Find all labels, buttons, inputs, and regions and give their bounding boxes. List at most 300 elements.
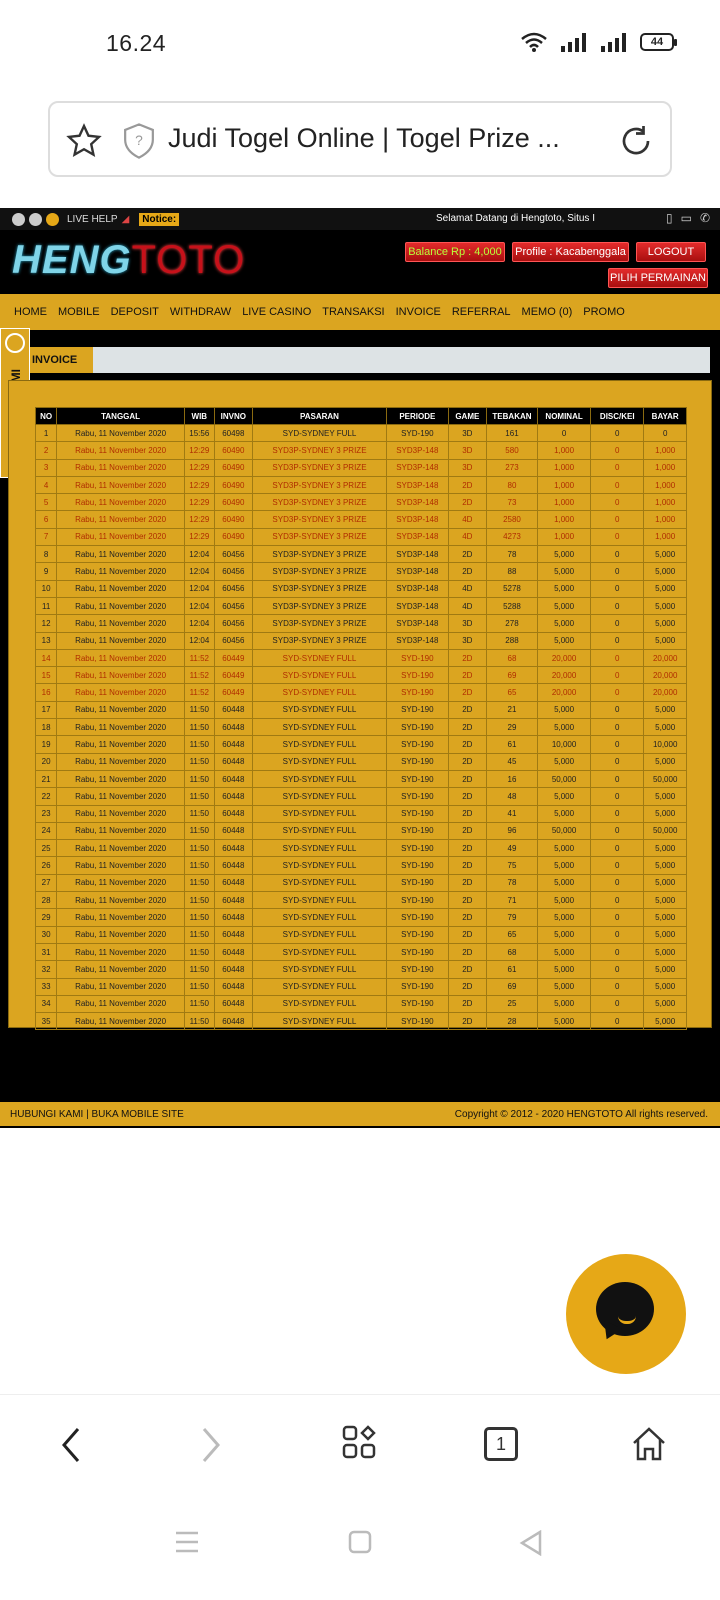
table-cell: 60448 (214, 753, 252, 770)
table-cell: 50,000 (538, 822, 591, 839)
home-square-icon[interactable] (348, 1530, 372, 1554)
table-cell: 5278 (486, 580, 537, 597)
table-cell: SYD-SYDNEY FULL (252, 995, 386, 1012)
table-cell: 2580 (486, 511, 537, 528)
table-cell: 2D (448, 857, 486, 874)
table-cell: SYD3P-148 (386, 494, 448, 511)
table-cell: SYD-SYDNEY FULL (252, 701, 386, 718)
table-cell: 12 (36, 615, 57, 632)
table-cell: SYD3P-SYDNEY 3 PRIZE (252, 494, 386, 511)
table-cell: SYD-190 (386, 770, 448, 787)
page-title[interactable]: Judi Togel Online | Togel Prize ... (168, 123, 560, 153)
signal-icon (560, 32, 588, 52)
table-cell: 21 (486, 701, 537, 718)
table-cell: 32 (36, 961, 57, 978)
table-cell: 21 (36, 770, 57, 787)
table-cell: 0 (591, 770, 644, 787)
table-cell: 5,000 (644, 719, 687, 736)
address-bar[interactable] (48, 101, 672, 177)
table-cell: 0 (591, 892, 644, 909)
table-cell: 60448 (214, 840, 252, 857)
table-cell: SYD-SYDNEY FULL (252, 978, 386, 995)
col-header-nominal: NOMINAL (538, 408, 591, 425)
table-cell: 26 (36, 857, 57, 874)
table-cell: 12:29 (184, 442, 214, 459)
table-cell: SYD-SYDNEY FULL (252, 719, 386, 736)
table-row (36, 805, 687, 822)
table-cell: 2D (448, 978, 486, 995)
table-cell: SYD-SYDNEY FULL (252, 770, 386, 787)
table-cell: 60448 (214, 909, 252, 926)
table-cell: Rabu, 11 November 2020 (57, 995, 185, 1012)
table-cell: 12:04 (184, 597, 214, 614)
table-cell: Rabu, 11 November 2020 (57, 961, 185, 978)
forward-icon[interactable] (198, 1425, 224, 1465)
table-cell: 5,000 (538, 995, 591, 1012)
table-cell: 12:29 (184, 511, 214, 528)
table-cell: SYD-190 (386, 684, 448, 701)
table-row (36, 857, 687, 874)
table-cell: 60490 (214, 442, 252, 459)
table-row (36, 563, 687, 580)
table-cell: SYD3P-148 (386, 528, 448, 545)
table-cell: 1,000 (644, 528, 687, 545)
table-cell: 0 (591, 701, 644, 718)
table-cell: 5,000 (644, 753, 687, 770)
main-nav (0, 294, 720, 330)
table-cell: 0 (591, 805, 644, 822)
footer-links[interactable]: HUBUNGI KAMI | BUKA MOBILE SITE (10, 1108, 184, 1120)
table-cell: 8 (36, 546, 57, 563)
table-cell: 11:50 (184, 1013, 214, 1030)
table-cell: 2D (448, 494, 486, 511)
table-row (36, 788, 687, 805)
table-cell: 5,000 (538, 892, 591, 909)
table-cell: 11:52 (184, 667, 214, 684)
browser-bottom-nav (0, 1394, 720, 1494)
menu-icon[interactable] (174, 1530, 200, 1554)
table-cell: 29 (486, 719, 537, 736)
table-cell: Rabu, 11 November 2020 (57, 667, 185, 684)
table-cell: 0 (591, 459, 644, 476)
rss-icon: ◢ (121, 213, 130, 225)
table-cell: SYD-190 (386, 719, 448, 736)
table-cell: 1,000 (644, 511, 687, 528)
table-cell: 88 (486, 563, 537, 580)
col-header-tebakan: TEBAKAN (486, 408, 537, 425)
table-cell: 68 (486, 649, 537, 666)
table-cell: 19 (36, 736, 57, 753)
table-cell: 11:50 (184, 995, 214, 1012)
table-cell: SYD3P-SYDNEY 3 PRIZE (252, 476, 386, 493)
twitter-icon[interactable] (12, 213, 25, 226)
table-cell: 0 (591, 511, 644, 528)
table-cell: SYD-190 (386, 753, 448, 770)
table-cell: Rabu, 11 November 2020 (57, 684, 185, 701)
live-help-link[interactable]: LIVE HELP (67, 213, 118, 225)
table-cell: 0 (591, 943, 644, 960)
table-cell: SYD3P-SYDNEY 3 PRIZE (252, 442, 386, 459)
table-cell: 2D (448, 546, 486, 563)
table-cell: 60448 (214, 926, 252, 943)
table-cell: 25 (486, 995, 537, 1012)
table-cell: 60448 (214, 892, 252, 909)
table-cell: 10 (36, 580, 57, 597)
table-cell: 22 (36, 788, 57, 805)
status-bar (0, 0, 720, 90)
balance-button[interactable]: Balance Rp : 4,000 (405, 242, 505, 262)
table-cell: 68 (486, 943, 537, 960)
table-cell: 0 (591, 1013, 644, 1030)
table-cell: 1,000 (538, 459, 591, 476)
table-cell: 11:50 (184, 943, 214, 960)
table-cell: 5,000 (644, 926, 687, 943)
top-icons (666, 211, 710, 225)
table-cell: SYD-190 (386, 961, 448, 978)
tabs-button[interactable]: 1 (484, 1427, 518, 1461)
facebook-icon[interactable] (29, 213, 42, 226)
table-cell: 5,000 (644, 1013, 687, 1030)
reload-icon[interactable] (618, 123, 654, 159)
table-cell: 78 (486, 546, 537, 563)
table-cell: 60448 (214, 805, 252, 822)
table-cell: SYD3P-148 (386, 511, 448, 528)
mobile-icon[interactable]: ▯ (665, 211, 673, 225)
table-cell: 60456 (214, 597, 252, 614)
table-cell: 20,000 (538, 649, 591, 666)
table-cell: SYD-SYDNEY FULL (252, 805, 386, 822)
table-cell: 5,000 (538, 597, 591, 614)
table-cell: 0 (591, 580, 644, 597)
shield-icon[interactable] (122, 123, 156, 159)
table-cell: 0 (591, 753, 644, 770)
table-cell: 11:50 (184, 874, 214, 891)
table-cell: 80 (486, 476, 537, 493)
table-cell: 73 (486, 494, 537, 511)
logo-heng: HENG (12, 238, 132, 282)
table-cell: SYD-SYDNEY FULL (252, 425, 386, 442)
table-cell: SYD-190 (386, 649, 448, 666)
table-cell: 273 (486, 459, 537, 476)
table-cell: 3D (448, 615, 486, 632)
invoice-panel (8, 380, 712, 1028)
desktop-icon[interactable]: ▭ (680, 211, 692, 225)
logo-toto: TOTO (131, 238, 246, 282)
back-triangle-icon[interactable] (518, 1530, 544, 1556)
table-cell: SYD-SYDNEY FULL (252, 840, 386, 857)
table-cell: 2D (448, 563, 486, 580)
nav-item-live-casino[interactable]: LIVE CASINO (242, 306, 312, 318)
table-cell: 0 (591, 632, 644, 649)
table-cell: 4D (448, 597, 486, 614)
table-cell: SYD3P-SYDNEY 3 PRIZE (252, 511, 386, 528)
table-row (36, 874, 687, 891)
table-cell: 78 (486, 874, 537, 891)
table-cell: 5 (36, 494, 57, 511)
table-cell: 5,000 (644, 840, 687, 857)
table-cell: 5,000 (644, 701, 687, 718)
table-cell: Rabu, 11 November 2020 (57, 425, 185, 442)
table-cell: 0 (591, 840, 644, 857)
table-cell: 12:29 (184, 459, 214, 476)
table-cell: 65 (486, 684, 537, 701)
table-cell: 5,000 (538, 978, 591, 995)
table-row (36, 494, 687, 511)
table-cell: Rabu, 11 November 2020 (57, 857, 185, 874)
table-cell: 11:52 (184, 649, 214, 666)
invoice-header (30, 347, 710, 373)
table-cell: 5,000 (538, 840, 591, 857)
table-cell: Rabu, 11 November 2020 (57, 494, 185, 511)
table-cell: 60448 (214, 788, 252, 805)
table-cell: 69 (486, 667, 537, 684)
col-header-game: GAME (448, 408, 486, 425)
invoice-table (35, 407, 687, 1030)
table-cell: Rabu, 11 November 2020 (57, 736, 185, 753)
col-header-invno: INVNO (214, 408, 252, 425)
table-cell: Rabu, 11 November 2020 (57, 1013, 185, 1030)
table-cell: 5,000 (644, 805, 687, 822)
table-cell: 2D (448, 995, 486, 1012)
table-cell: 11:50 (184, 770, 214, 787)
table-cell: 2D (448, 874, 486, 891)
nav-item-memo-0-[interactable]: MEMO (0) (521, 306, 573, 318)
table-cell: SYD3P-SYDNEY 3 PRIZE (252, 632, 386, 649)
table-cell: 11:52 (184, 684, 214, 701)
table-cell: 12:04 (184, 563, 214, 580)
table-cell: 5,000 (644, 857, 687, 874)
table-cell: 12:29 (184, 476, 214, 493)
table-cell: 4 (36, 476, 57, 493)
top-strip (0, 208, 720, 230)
table-cell: 11:50 (184, 701, 214, 718)
table-cell: 69 (486, 978, 537, 995)
table-cell: 11:50 (184, 978, 214, 995)
table-cell: 28 (36, 892, 57, 909)
table-cell: 2D (448, 909, 486, 926)
table-cell: 60448 (214, 961, 252, 978)
table-cell: Rabu, 11 November 2020 (57, 805, 185, 822)
table-cell: 0 (644, 425, 687, 442)
site-logo[interactable] (12, 238, 245, 283)
invoice-title: INVOICE (30, 347, 93, 373)
table-cell: 60448 (214, 874, 252, 891)
nav-item-withdraw[interactable]: WITHDRAW (169, 306, 232, 318)
table-cell: 0 (591, 788, 644, 805)
table-cell: 0 (591, 857, 644, 874)
table-cell: Rabu, 11 November 2020 (57, 528, 185, 545)
table-cell: 60448 (214, 943, 252, 960)
table-cell: Rabu, 11 November 2020 (57, 926, 185, 943)
table-cell: 48 (486, 788, 537, 805)
table-cell: 35 (36, 1013, 57, 1030)
table-row (36, 840, 687, 857)
table-cell: 2D (448, 840, 486, 857)
table-cell: Rabu, 11 November 2020 (57, 476, 185, 493)
table-cell: 15:56 (184, 425, 214, 442)
table-cell: 11:50 (184, 805, 214, 822)
table-cell: SYD3P-148 (386, 476, 448, 493)
table-cell: 5,000 (538, 788, 591, 805)
table-cell: 2D (448, 719, 486, 736)
star-icon[interactable] (66, 123, 102, 159)
table-cell: 75 (486, 857, 537, 874)
table-cell: 60456 (214, 563, 252, 580)
table-cell: SYD-SYDNEY FULL (252, 892, 386, 909)
table-row (36, 476, 687, 493)
table-cell: 0 (591, 684, 644, 701)
table-cell: 16 (486, 770, 537, 787)
table-cell: 2D (448, 476, 486, 493)
table-cell: 31 (36, 943, 57, 960)
table-row (36, 684, 687, 701)
table-cell: Rabu, 11 November 2020 (57, 511, 185, 528)
table-cell: 1,000 (538, 528, 591, 545)
table-cell: SYD-190 (386, 667, 448, 684)
back-icon[interactable] (58, 1425, 84, 1465)
signal-icon (600, 32, 628, 52)
col-header-bayar: BAYAR (644, 408, 687, 425)
table-cell: 50,000 (644, 770, 687, 787)
table-row (36, 736, 687, 753)
table-cell: 5,000 (538, 546, 591, 563)
table-cell: 5,000 (644, 615, 687, 632)
table-cell: 0 (591, 494, 644, 511)
table-cell: 2D (448, 667, 486, 684)
table-cell: 1,000 (644, 494, 687, 511)
table-cell: 60449 (214, 684, 252, 701)
table-row (36, 580, 687, 597)
table-cell: 60490 (214, 528, 252, 545)
home-icon[interactable] (630, 1425, 668, 1463)
table-header-row (36, 408, 687, 425)
table-cell: 4273 (486, 528, 537, 545)
col-header-periode: PERIODE (386, 408, 448, 425)
nav-item-invoice[interactable]: INVOICE (395, 306, 441, 318)
phone-icon (5, 333, 25, 353)
table-cell: 5,000 (644, 978, 687, 995)
table-cell: 2D (448, 701, 486, 718)
phone-icon[interactable]: ✆ (699, 211, 710, 225)
table-cell: 30 (36, 926, 57, 943)
table-cell: 60448 (214, 822, 252, 839)
table-cell: 50,000 (538, 770, 591, 787)
table-cell: Rabu, 11 November 2020 (57, 701, 185, 718)
table-cell: 2 (36, 442, 57, 459)
apps-grid-icon[interactable] (342, 1425, 378, 1461)
table-cell: Rabu, 11 November 2020 (57, 442, 185, 459)
table-row (36, 753, 687, 770)
table-cell: 5,000 (538, 632, 591, 649)
table-cell: 5,000 (538, 857, 591, 874)
table-cell: 33 (36, 978, 57, 995)
logout-button[interactable]: LOGOUT (636, 242, 706, 262)
table-cell: 6 (36, 511, 57, 528)
table-cell: 11:50 (184, 840, 214, 857)
table-cell: 60456 (214, 615, 252, 632)
table-cell: 11:50 (184, 788, 214, 805)
table-cell: 60456 (214, 580, 252, 597)
table-cell: 5,000 (538, 719, 591, 736)
table-cell: 1,000 (538, 442, 591, 459)
nav-item-mobile[interactable]: MOBILE (58, 306, 100, 318)
pilih-permainan-button[interactable]: PILIH PERMAINAN (608, 268, 708, 288)
chat-icon[interactable] (46, 213, 59, 226)
table-cell: 20,000 (644, 649, 687, 666)
table-cell: SYD-SYDNEY FULL (252, 1013, 386, 1030)
table-cell: 288 (486, 632, 537, 649)
table-cell: 16 (36, 684, 57, 701)
table-cell: 2D (448, 649, 486, 666)
table-cell: 5288 (486, 597, 537, 614)
table-row (36, 667, 687, 684)
chat-button[interactable] (566, 1254, 686, 1374)
table-cell: 0 (591, 719, 644, 736)
table-cell: 60448 (214, 736, 252, 753)
table-row (36, 822, 687, 839)
table-cell: 12:04 (184, 580, 214, 597)
table-row (36, 995, 687, 1012)
table-cell: Rabu, 11 November 2020 (57, 753, 185, 770)
nav-item-deposit[interactable]: DEPOSIT (110, 306, 159, 318)
table-cell: 2D (448, 1013, 486, 1030)
profile-button[interactable]: Profile : Kacabenggala (512, 242, 629, 262)
table-cell: SYD3P-SYDNEY 3 PRIZE (252, 546, 386, 563)
table-cell: 60490 (214, 511, 252, 528)
table-cell: 0 (591, 736, 644, 753)
nav-item-promo[interactable]: PROMO (583, 306, 625, 318)
table-cell: 2D (448, 926, 486, 943)
table-row (36, 649, 687, 666)
table-cell: SYD-190 (386, 736, 448, 753)
table-cell: SYD3P-148 (386, 442, 448, 459)
table-cell: SYD-190 (386, 909, 448, 926)
table-row (36, 701, 687, 718)
table-cell: SYD-190 (386, 788, 448, 805)
table-cell: 0 (591, 667, 644, 684)
table-cell: SYD-190 (386, 978, 448, 995)
table-cell: 50,000 (644, 822, 687, 839)
table-cell: SYD-190 (386, 892, 448, 909)
nav-item-transaksi[interactable]: TRANSAKSI (322, 306, 385, 318)
table-cell: 5,000 (538, 943, 591, 960)
table-cell: 5,000 (644, 580, 687, 597)
table-cell: 2D (448, 770, 486, 787)
table-cell: 4D (448, 580, 486, 597)
table-cell: SYD-190 (386, 701, 448, 718)
table-cell: SYD-190 (386, 1013, 448, 1030)
table-cell: 2D (448, 943, 486, 960)
table-cell: SYD-190 (386, 425, 448, 442)
table-cell: 2D (448, 753, 486, 770)
table-cell: SYD3P-148 (386, 615, 448, 632)
status-icons (520, 32, 674, 52)
table-cell: 5,000 (538, 926, 591, 943)
nav-item-home[interactable]: HOME (14, 306, 47, 318)
table-cell: 5,000 (538, 805, 591, 822)
table-cell: 60448 (214, 978, 252, 995)
nav-item-referral[interactable]: REFERRAL (451, 306, 511, 318)
table-cell: 3D (448, 442, 486, 459)
table-cell: SYD3P-148 (386, 563, 448, 580)
table-cell: 79 (486, 909, 537, 926)
table-cell: 3D (448, 425, 486, 442)
table-cell: Rabu, 11 November 2020 (57, 615, 185, 632)
table-cell: 2D (448, 736, 486, 753)
table-cell: 5,000 (644, 546, 687, 563)
table-cell: 65 (486, 926, 537, 943)
table-cell: 11:50 (184, 961, 214, 978)
